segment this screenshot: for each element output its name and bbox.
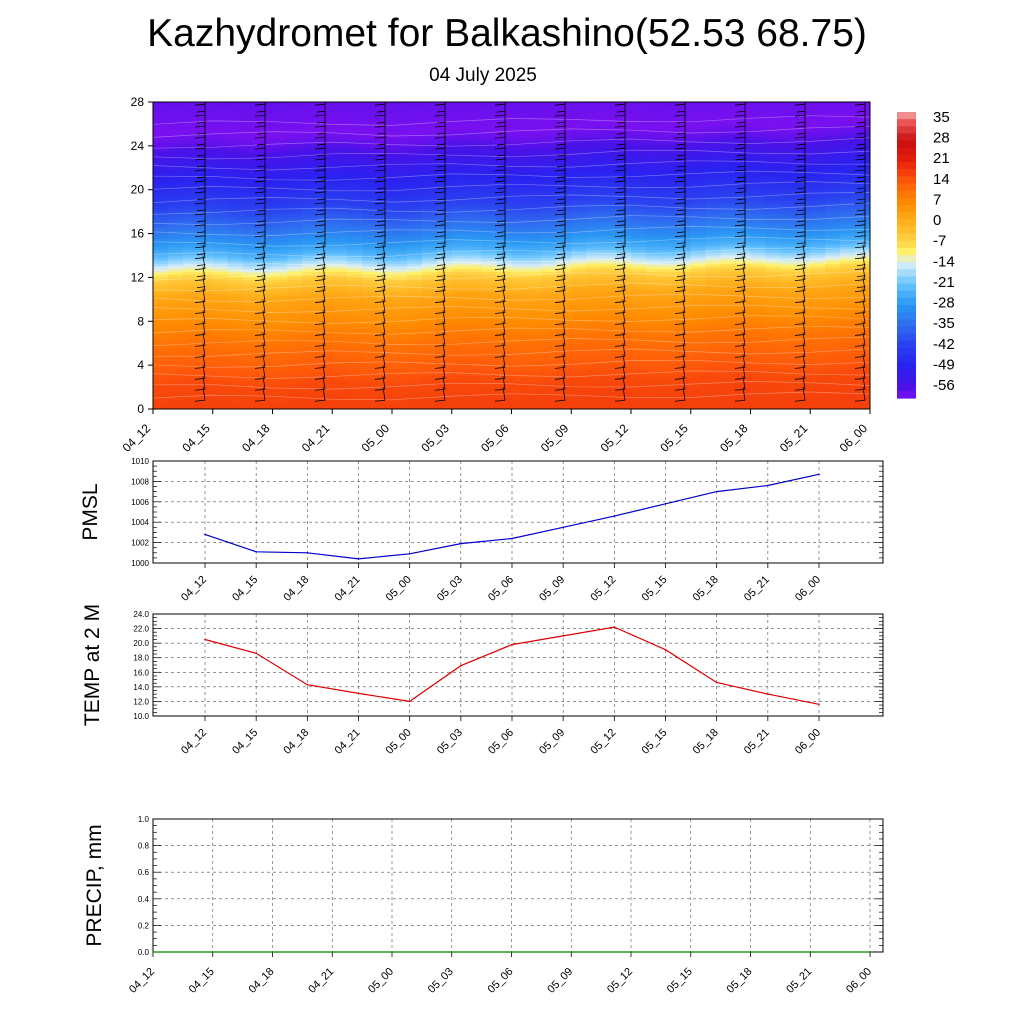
chart-title: Kazhydromet for Balkashino(52.53 68.75) xyxy=(147,12,867,55)
temperature-cross-section xyxy=(120,91,871,455)
chart-subtitle: 04 July 2025 xyxy=(429,65,537,86)
